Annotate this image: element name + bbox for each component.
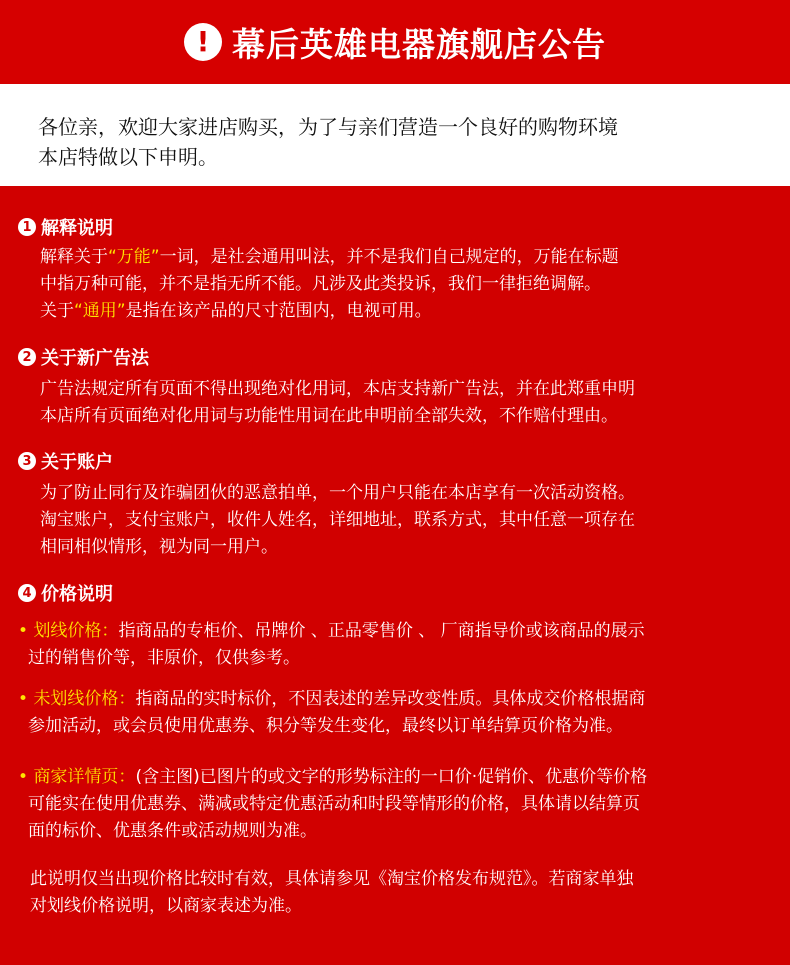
intro-panel bbox=[0, 84, 790, 186]
bullet-dot: • bbox=[18, 689, 29, 709]
page-title: 幕后英雄电器旗舰店公告 bbox=[232, 24, 606, 64]
section-line: 广告法规定所有页面不得出现绝对化用词，本店支持新广告法，并在此郑重申明 bbox=[40, 379, 635, 399]
section-line: 本店所有页面绝对化用词与功能性用词在此申明前全部失效，不作赔付理由。 bbox=[40, 406, 618, 426]
highlight-term: “万能” bbox=[108, 247, 160, 267]
bullet-line: 参加活动，或会员使用优惠券、积分等发生变化，最终以订单结算页价格为准。 bbox=[28, 716, 623, 736]
section-body-explanation bbox=[40, 244, 772, 325]
section-title: 价格说明 bbox=[41, 584, 113, 605]
section-heading-ad-law bbox=[18, 344, 149, 370]
bullet-label: 未划线价格： bbox=[33, 689, 136, 709]
intro-line-1: 各位亲，欢迎大家进店购买，为了与亲们营造一个良好的购物环境 bbox=[38, 115, 618, 139]
footer-line-2: 对划线价格说明，以商家表述为准。 bbox=[30, 896, 302, 916]
bullet-dot: • bbox=[18, 767, 29, 787]
section-title: 解释说明 bbox=[41, 218, 113, 239]
announcement-header bbox=[0, 0, 790, 84]
bullet-text: 指商品的专柜价、吊牌价 、正品零售价 、 厂商指导价或该商品的展示 bbox=[118, 621, 645, 641]
text-segment: 是指在该产品的尺寸范围内，电视可用。 bbox=[125, 301, 432, 321]
bullet-line bbox=[18, 686, 772, 713]
section-line: 中指万种可能，并不是指无所不能。凡涉及此类投诉，我们一律拒绝调解。 bbox=[40, 274, 601, 294]
text-segment: 一词，是社会通用叫法，并不是我们自己规定的，万能在标题 bbox=[159, 247, 619, 267]
section-heading-price bbox=[18, 580, 113, 606]
footer-line-1: 此说明仅当出现价格比较时有效，具体请参见《淘宝价格发布规范》。若商家单独 bbox=[30, 869, 634, 889]
section-title: 关于账户 bbox=[41, 452, 113, 473]
exclamation-icon: ! bbox=[184, 23, 222, 61]
highlight-term: “通用” bbox=[74, 301, 126, 321]
section-line bbox=[40, 298, 772, 325]
section-line: 相同相似情形，视为同一用户。 bbox=[40, 537, 278, 557]
section-line: 为了防止同行及诈骗团伙的恶意拍单，一个用户只能在本店享有一次活动资格。 bbox=[40, 483, 635, 503]
bullet-unstruck-price bbox=[18, 686, 772, 740]
bullet-label: 商家详情页： bbox=[33, 767, 136, 787]
section-line: 淘宝账户，支付宝账户，收件人姓名，详细地址，联系方式，其中任意一项存在 bbox=[40, 510, 635, 530]
section-heading-explanation bbox=[18, 214, 113, 240]
number-4-icon: 4 bbox=[18, 584, 36, 602]
text-segment: 关于 bbox=[40, 301, 74, 321]
section-body-account bbox=[40, 480, 772, 561]
footer-note bbox=[30, 866, 772, 920]
number-2-icon: 2 bbox=[18, 348, 36, 366]
header-inner bbox=[184, 19, 606, 66]
section-title: 关于新广告法 bbox=[41, 348, 149, 369]
bullet-detail-page bbox=[18, 764, 772, 845]
bullet-line bbox=[18, 618, 772, 645]
bullet-label: 划线价格： bbox=[33, 621, 119, 641]
bullet-line bbox=[18, 764, 772, 791]
bullet-text: 指商品的实时标价，不因表述的差异改变性质。具体成交价格根据商 bbox=[135, 689, 646, 709]
number-3-icon: 3 bbox=[18, 452, 36, 470]
number-1-icon: 1 bbox=[18, 218, 36, 236]
bullet-strikethrough-price bbox=[18, 618, 772, 672]
bullet-text: (含主图)已图片的或文字的形势标注的一口价·促销价、优惠价等价格 bbox=[135, 767, 648, 787]
intro-line-2: 本店特做以下申明。 bbox=[38, 145, 218, 169]
bullet-line: 过的销售价等，非原价，仅供参考。 bbox=[28, 648, 300, 668]
text-segment: 解释关于 bbox=[40, 247, 108, 267]
section-heading-account bbox=[18, 448, 113, 474]
bullet-dot: • bbox=[18, 621, 29, 641]
bullet-line: 可能实在使用优惠券、满减或特定优惠活动和时段等情形的价格，具体请以结算页 bbox=[28, 794, 640, 814]
section-body-ad-law bbox=[40, 376, 772, 430]
bullet-line: 面的标价、优惠条件或活动规则为准。 bbox=[28, 821, 317, 841]
section-line bbox=[40, 244, 772, 271]
